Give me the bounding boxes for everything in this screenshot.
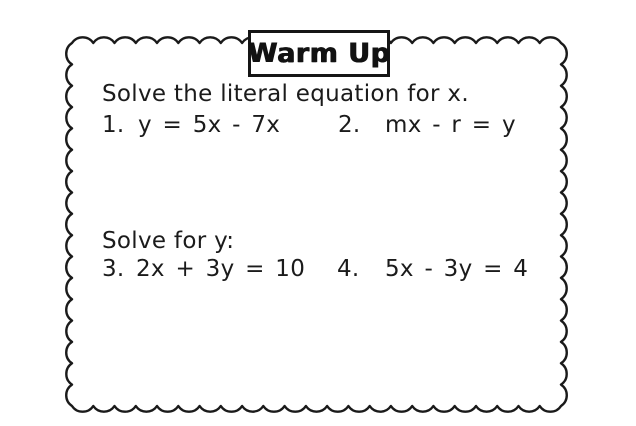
problem-1-number: 1. — [102, 112, 125, 138]
problem-2-number: 2. — [338, 112, 361, 138]
problem-3-equation: 2x + 3y = 10 — [136, 256, 306, 282]
problem-4-number: 4. — [337, 256, 360, 282]
problem-3-number: 3. — [102, 256, 125, 282]
instruction-solve-for-x: Solve the literal equation for x. — [102, 81, 469, 107]
warmup-title: Warm Up — [247, 38, 391, 69]
problem-4-equation: 5x - 3y = 4 — [385, 256, 529, 282]
instruction-solve-for-y: Solve for y: — [102, 228, 235, 254]
problem-2-equation: mx - r = y — [385, 112, 516, 138]
problem-1-equation: y = 5x - 7x — [138, 112, 281, 138]
warmup-title-box — [248, 30, 390, 77]
